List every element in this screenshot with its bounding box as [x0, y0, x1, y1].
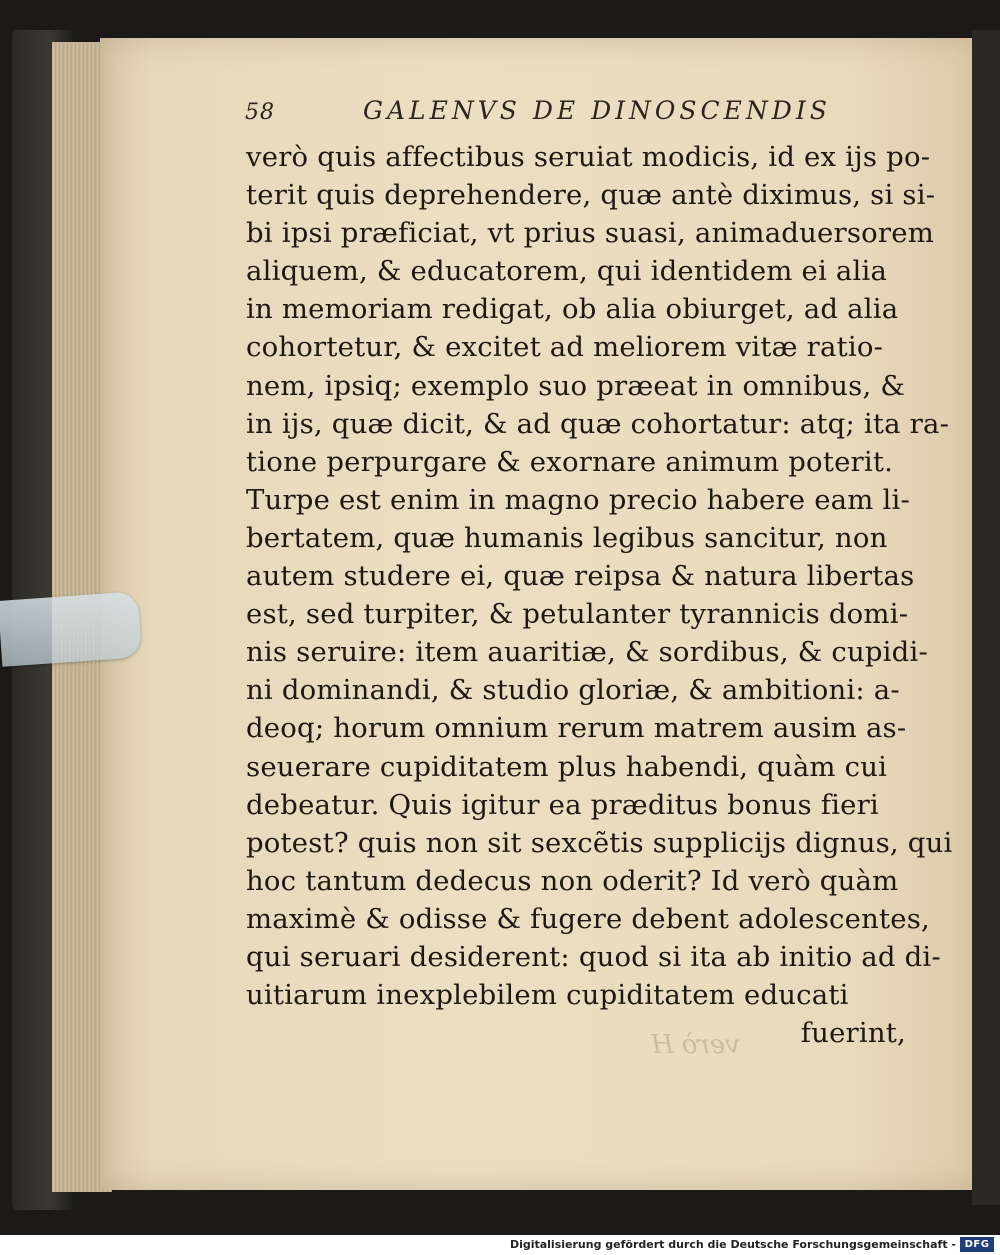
- text-line: bertatem, quæ humanis legibus sancitur, non: [246, 521, 888, 554]
- text-line: uitiarum inexplebilem cupiditatem educati: [246, 979, 849, 1012]
- text-line: Turpe est enim in magno precio habere eam li-: [246, 483, 910, 516]
- text-line: nis seruire: item auaritiæ, & sordibus, & cupidi-: [246, 636, 928, 669]
- text-line: maximè & odisse & fugere debent adolescentes,: [246, 902, 930, 935]
- plastic-page-clip: [0, 591, 142, 667]
- text-line: debeatur. Quis igitur ea præditus bonus fieri: [246, 788, 879, 821]
- text-line: hoc tantum dedecus non oderit? Id verò quàm: [246, 864, 899, 897]
- book-right-edge: [972, 30, 1000, 1205]
- text-line: potest? quis non sit sexcẽtis supplicijs dignus, qui: [246, 826, 953, 859]
- running-head-title: GALENVS DE DINOSCENDIS: [363, 96, 831, 125]
- footer-bar: [0, 1235, 1000, 1255]
- running-head: [245, 94, 895, 134]
- text-line: qui seruari desiderent: quod si ita ab initio ad di-: [246, 940, 941, 973]
- text-line: in ijs, quæ dicit, & ad quæ cohortatur: atq; ita ra-: [246, 407, 950, 440]
- text-line: terit quis deprehendere, quæ antè diximus, si si-: [246, 179, 936, 212]
- text-line: bi ipsi præficiat, vt prius suasi, animaduersorem: [246, 217, 935, 250]
- text-line: verò quis affectibus seruiat modicis, id ex ijs po-: [246, 141, 931, 173]
- text-line: in memoriam redigat, ob alia obiurget, ad alia: [246, 293, 899, 326]
- text-line: tione perpurgare & exornare animum poterit.: [246, 445, 894, 478]
- dfg-logo: DFG: [960, 1237, 994, 1252]
- catchword: fuerint,: [800, 1017, 906, 1050]
- funding-credit: Digitalisierung gefördert durch die Deutsche Forschungsgemeinschaft -: [509, 1238, 956, 1251]
- page-number: 58: [245, 100, 275, 125]
- text-line: ni dominandi, & studio gloriæ, & ambitioni: a-: [246, 674, 900, 707]
- text-line: est, sed turpiter, & petulanter tyrannicis domi-: [246, 598, 909, 631]
- text-line: aliquem, & educatorem, qui identidem ei alia: [246, 255, 888, 288]
- text-line: cohortetur, & excitet ad meliorem vitæ ratio-: [246, 331, 884, 364]
- text-line: autem studere ei, quæ reipsa & natura libertas: [246, 560, 915, 593]
- bleed-through-text: verò H: [650, 1030, 740, 1060]
- body-text: [246, 138, 953, 1052]
- text-line: nem, ipsiq; exemplo suo præeat in omnibus, &: [246, 369, 906, 402]
- text-line: deoq; horum omnium rerum matrem ausim as-: [246, 712, 907, 745]
- text-line: seuerare cupiditatem plus habendi, quàm cui: [246, 750, 888, 783]
